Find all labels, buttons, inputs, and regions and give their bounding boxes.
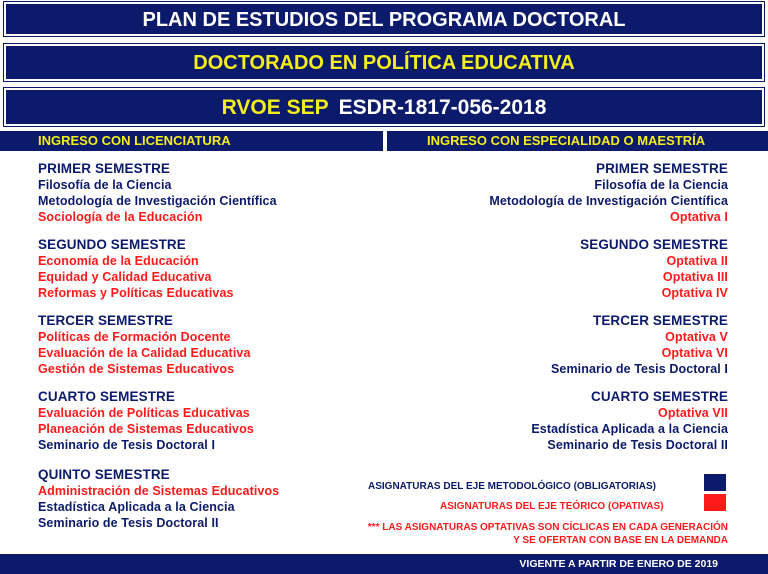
optativas-note [368, 521, 728, 547]
semester-title: TERCER SEMESTRE [38, 313, 174, 328]
semester-title: PRIMER SEMESTRE [595, 161, 728, 176]
course-item: Evaluación de la Calidad Educativa [38, 346, 251, 360]
course-item: Optativa I [670, 210, 728, 224]
course-item: Optativa V [665, 330, 728, 344]
course-item: Filosofía de la Ciencia [38, 178, 172, 192]
course-item: Seminario de Tesis Doctoral I [38, 438, 216, 452]
course-item: Seminario de Tesis Doctoral II [38, 516, 219, 530]
semester-title: TERCER SEMESTRE [592, 313, 728, 328]
left-column-heading: INGRESO CON LICENCIATURA [0, 131, 383, 151]
course-item: Seminario de Tesis Doctoral II [547, 438, 728, 452]
course-item: Optativa III [662, 270, 728, 284]
course-item: Estadística Aplicada a la Ciencia [38, 500, 235, 514]
course-item: Reformas y Políticas Educativas [38, 286, 234, 300]
rvoe-banner [4, 88, 764, 126]
course-item: Sociología de la Educación [38, 210, 203, 224]
course-item: Economía de la Educación [38, 254, 199, 268]
right-semester-3 [551, 313, 728, 377]
right-column-heading: INGRESO CON ESPECIALIDAD O MAESTRÍA [387, 131, 768, 151]
course-item: Filosofía de la Ciencia [594, 178, 728, 192]
plan-title-banner [4, 2, 764, 36]
right-semester-4 [531, 389, 728, 453]
left-semester-4 [38, 389, 254, 453]
semester-title: CUARTO SEMESTRE [38, 389, 176, 404]
semester-title: CUARTO SEMESTRE [590, 389, 728, 404]
validity-footer: VIGENTE A PARTIR DE ENERO DE 2019 [0, 554, 768, 574]
optativas-note-line-2: Y SE OFERTAN CON BASE EN LA DEMANDA [513, 535, 728, 546]
semester-title: SEGUNDO SEMESTRE [580, 237, 728, 252]
program-name-banner [4, 44, 764, 81]
course-item: Optativa VI [661, 346, 728, 360]
course-item: Planeación de Sistemas Educativos [38, 422, 254, 436]
plan-title: PLAN DE ESTUDIOS DEL PROGRAMA DOCTORAL [142, 9, 626, 31]
left-semester-1 [38, 161, 277, 225]
legend-metodologico-label: ASIGNATURAS DEL EJE METODOLÓGICO (OBLIGATORIAS) [368, 481, 656, 492]
semester-title: SEGUNDO SEMESTRE [38, 237, 186, 252]
course-item: Equidad y Calidad Educativa [38, 270, 212, 284]
course-item: Estadística Aplicada a la Ciencia [531, 422, 728, 436]
legend-teorico-label: ASIGNATURAS DEL EJE TEÓRICO (OPATIVAS) [440, 501, 664, 512]
semester-title: QUINTO SEMESTRE [38, 467, 170, 482]
legend-teorico-swatch [704, 494, 726, 511]
course-item: Metodología de Investigación Científica [38, 194, 277, 208]
left-semester-2 [38, 237, 234, 301]
legend-metodologico-swatch [704, 474, 726, 491]
left-semester-5 [38, 467, 279, 531]
optativas-note-line-1: *** LAS ASIGNATURAS OPTATIVAS SON CÍCLICAS EN CADA GENERACIÓN [367, 522, 728, 533]
course-item: Optativa IV [661, 286, 728, 300]
course-item: Evaluación de Políticas Educativas [38, 406, 250, 420]
course-item: Gestión de Sistemas Educativos [38, 362, 235, 376]
rvoe-code: ESDR-1817-056-2018 [338, 96, 547, 119]
right-semester-1 [489, 161, 728, 225]
semester-title: PRIMER SEMESTRE [38, 161, 171, 176]
course-item: Optativa VII [658, 406, 728, 420]
program-name: DOCTORADO EN POLÍTICA EDUCATIVA [193, 52, 575, 74]
right-semester-2 [580, 237, 728, 301]
course-item: Administración de Sistemas Educativos [38, 484, 280, 498]
course-item: Seminario de Tesis Doctoral I [550, 362, 728, 376]
course-item: Políticas de Formación Docente [38, 330, 231, 344]
course-item: Metodología de Investigación Científica [489, 194, 728, 208]
left-semester-3 [38, 313, 251, 377]
course-item: Optativa II [666, 254, 728, 268]
rvoe-label: RVOE SEP [221, 96, 329, 119]
